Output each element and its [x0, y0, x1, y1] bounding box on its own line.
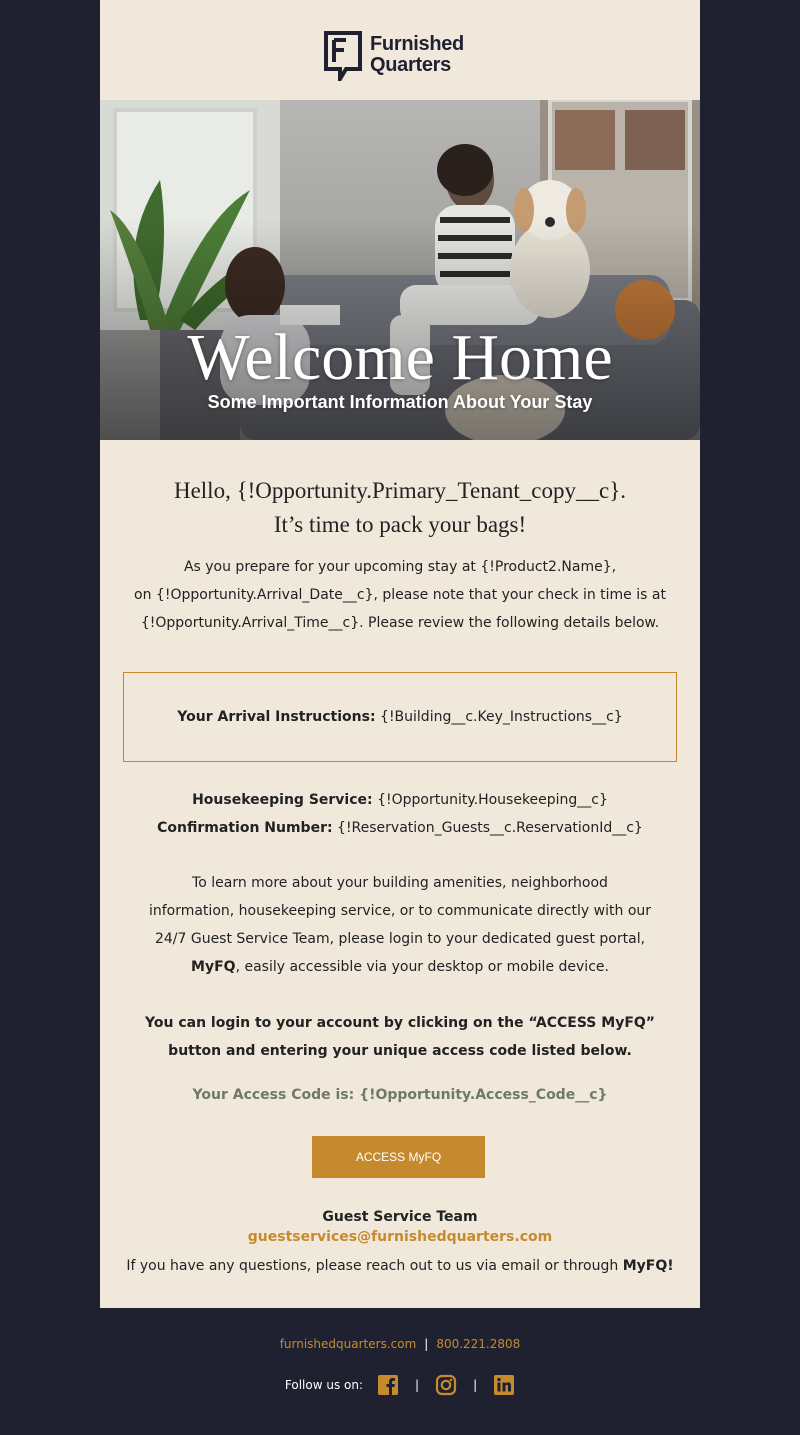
arrival-label: Your Arrival Instructions: [177, 709, 376, 725]
footer-separator: | [424, 1337, 429, 1351]
questions-text [100, 1256, 700, 1276]
social-separator-2: | [473, 1378, 478, 1392]
login-instructions [130, 1009, 670, 1065]
logo-line-1: Furnished [370, 33, 464, 55]
instagram-icon[interactable] [435, 1374, 457, 1396]
hero-banner [100, 100, 700, 440]
learn-line-1: To learn more about your building amenities, neighborhood [192, 875, 608, 891]
footer-links [0, 1337, 800, 1351]
website-link[interactable]: furnishedquarters.com [279, 1337, 417, 1351]
social-row [0, 1373, 800, 1397]
intro-line-2: on {!Opportunity.Arrival_Date__c}, please note that your check in time is at [134, 587, 666, 603]
housekeeping-row [100, 786, 700, 814]
learn-line-4-rest: , easily accessible via your desktop or mobile device. [235, 959, 609, 975]
confirmation-row [100, 814, 700, 842]
learn-more-paragraph [130, 869, 670, 981]
arrival-instructions-box [123, 672, 677, 762]
intro-line-1: As you prepare for your upcoming stay at {!Product2.Name}, [183, 559, 617, 575]
portal-name: MyFQ [191, 959, 236, 975]
login-line-2: button and entering your unique access code listed below. [168, 1043, 632, 1059]
housekeeping-label: Housekeeping Service: [192, 792, 373, 808]
confirmation-label: Confirmation Number: [157, 820, 333, 836]
myfq-link[interactable]: MyFQ! [622, 1258, 674, 1274]
hero-title: Welcome Home [187, 321, 613, 394]
learn-line-4 [130, 953, 670, 981]
intro-paragraph [120, 553, 680, 637]
follow-label: Follow us on: [284, 1378, 364, 1392]
access-myfq-button[interactable]: ACCESS MyFQ [312, 1136, 485, 1178]
arrival-value: {!Building__c.Key_Instructions__c} [380, 709, 623, 725]
learn-line-3: 24/7 Guest Service Team, please login to your dedicated guest portal, [154, 931, 646, 947]
phone-link[interactable]: 800.221.2808 [436, 1337, 521, 1351]
fq-logo-icon [324, 29, 364, 81]
intro-line-3: {!Opportunity.Arrival_Time__c}. Please review the following details below. [140, 615, 660, 631]
logo-line-2: Quarters [370, 54, 451, 76]
access-code-text: Your Access Code is: {!Opportunity.Access_Code__c} [192, 1087, 608, 1103]
questions-prefix: If you have any questions, please reach out to us via email or through [126, 1258, 623, 1274]
logo-wordmark [370, 34, 464, 76]
signature-email-link[interactable]: guestservices@furnishedquarters.com [247, 1229, 553, 1245]
email-card [100, 0, 700, 1308]
linkedin-icon[interactable] [493, 1374, 515, 1396]
learn-line-2: information, housekeeping service, or to communicate directly with our [148, 903, 652, 919]
housekeeping-value: {!Opportunity.Housekeeping__c} [377, 792, 608, 808]
greeting [100, 474, 700, 542]
facebook-icon[interactable] [377, 1374, 399, 1396]
login-line-1: You can login to your account by clicking on the “ACCESS MyFQ” [145, 1015, 655, 1031]
hero-subtitle: Some Important Information About Your Stay [207, 392, 593, 412]
greeting-line-2: It’s time to pack your bags! [273, 512, 527, 537]
confirmation-value: {!Reservation_Guests__c.ReservationId__c} [337, 820, 643, 836]
greeting-line-1: Hello, {!Opportunity.Primary_Tenant_copy__c}. [173, 478, 627, 503]
furnished-quarters-logo[interactable] [324, 28, 484, 82]
stay-details [100, 786, 700, 842]
signature-team: Guest Service Team [322, 1209, 478, 1225]
social-separator-1: | [415, 1378, 420, 1392]
